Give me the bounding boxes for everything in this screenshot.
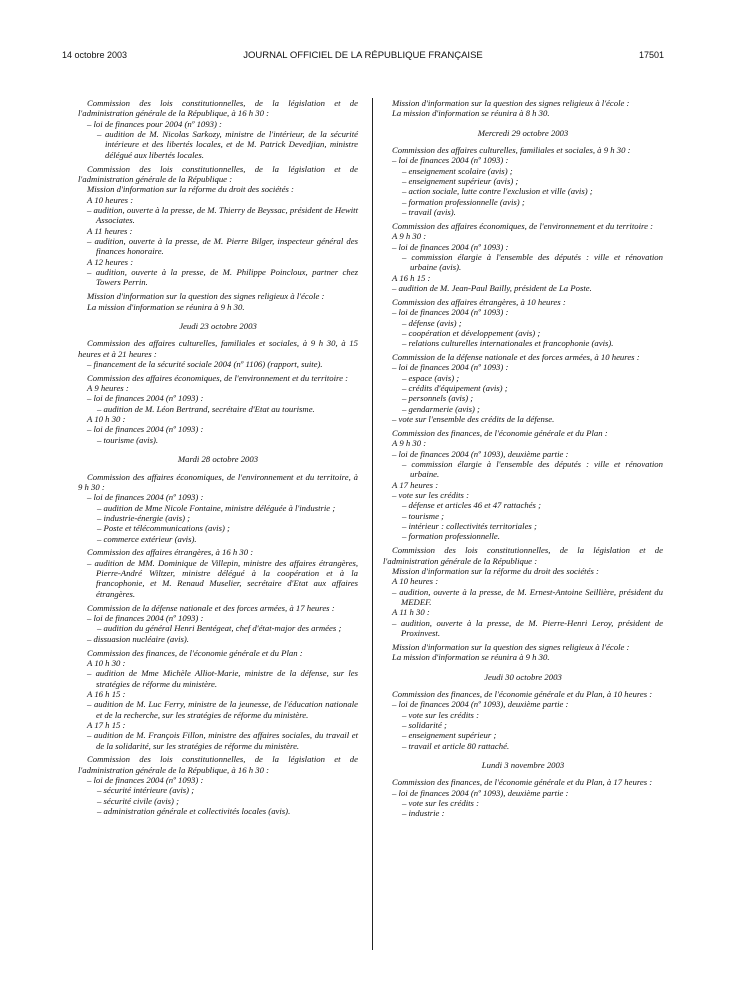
- agenda-line: – audition de Mme Nicole Fontaine, ministre déléguée à l'industrie ;: [97, 502, 336, 513]
- agenda-line: A 16 h 15 :: [392, 272, 431, 283]
- date-heading: Jeudi 23 octobre 2003: [179, 320, 257, 331]
- agenda-line: Commission des affaires étrangères, à 16 h 30 :: [87, 547, 254, 558]
- agenda-line: A 10 h 30 :: [87, 657, 126, 668]
- agenda-line: – administration générale et collectivités locales (avis).: [97, 806, 291, 817]
- agenda-line: – audition de M. Jean-Paul Bailly, président de La Poste.: [392, 283, 592, 293]
- agenda-line: Commission des lois constitutionnelles, de la législation et de l'administration générale de la République, à 16 h 30 :: [78, 98, 358, 119]
- agenda-line: Commission de la défense nationale et des forces armées, à 17 heures :: [87, 602, 335, 613]
- agenda-line: – solidarité ;: [402, 719, 447, 730]
- agenda-line: – personnels (avis) ;: [402, 393, 474, 404]
- agenda-line: – audition, ouverte à la presse, de M. Philippe Poincloux, partner chez Towers Perrin.: [87, 267, 358, 288]
- agenda-line: Commission des affaires économiques, de l'environnement et du territoire :: [392, 220, 653, 231]
- agenda-line: – coopération et développement (avis) ;: [402, 327, 541, 338]
- agenda-line: – loi de finances 2004 (nº 1093), deuxième partie :: [392, 699, 569, 710]
- agenda-line: La mission d'information se réunira à 9 h 30.: [87, 301, 245, 312]
- agenda-line: – audition de M. François Fillon, ministre des affaires sociales, du travail et de la solidarité, sur les stratégies de réforme du ministère.: [87, 730, 358, 751]
- agenda-line: – financement de la sécurité sociale 2004 (nº 1106) (rapport, suite).: [87, 358, 323, 369]
- agenda-line: – tourisme ;: [402, 510, 444, 521]
- agenda-line: Commission des affaires économiques, de l'environnement et du territoire :: [87, 372, 348, 383]
- agenda-line: – commerce extérieur (avis).: [97, 533, 197, 544]
- agenda-line: – sécurité civile (avis) ;: [97, 795, 180, 806]
- agenda-line: – audition, ouverte à la presse, de M. Pierre Bilger, inspecteur général des finances honoraire.: [87, 235, 358, 257]
- right-column: [383, 98, 663, 819]
- date-heading: Mercredi 29 octobre 2003: [477, 127, 569, 138]
- agenda-line: – audition, ouverte à la presse, de M. Thierry de Beyssac, président de Hewitt Associates.: [87, 204, 358, 226]
- date-heading: Jeudi 30 octobre 2003: [484, 671, 562, 682]
- agenda-line: – formation professionnelle.: [402, 531, 500, 542]
- agenda-line: – vote sur les crédits :: [402, 709, 479, 720]
- agenda-line: – vote sur les crédits :: [402, 797, 479, 808]
- agenda-line: – formation professionnelle (avis) ;: [402, 196, 525, 207]
- agenda-line: A 10 heures :: [392, 576, 439, 587]
- agenda-line: A 9 heures :: [87, 383, 129, 394]
- agenda-line: A 9 h 30 :: [392, 438, 427, 449]
- agenda-line: A 16 h 15 :: [87, 688, 126, 699]
- agenda-line: Mission d'information sur la question des signes religieux à l'école :: [392, 641, 630, 652]
- agenda-line: Commission des affaires culturelles, familiales et sociales, à 9 h 30, à 15 heures et à 21 heures :: [78, 338, 358, 359]
- agenda-line: Commission des finances, de l'économie générale et du Plan :: [87, 647, 303, 658]
- agenda-line: A 11 heures :: [87, 225, 133, 236]
- agenda-line: La mission d'information se réunira à 9 h 30.: [392, 652, 550, 663]
- agenda-line: Commission des affaires étrangères, à 10 heures :: [392, 296, 566, 307]
- agenda-line: – gendarmerie (avis) ;: [402, 403, 480, 414]
- agenda-line: – industrie-énergie (avis) ;: [97, 512, 191, 523]
- agenda-line: Commission des finances, de l'économie générale et du Plan, à 17 heures :: [392, 777, 653, 788]
- agenda-line: – audition du général Henri Bentégeat, chef d'état-major des armées ;: [97, 623, 342, 634]
- agenda-line: – enseignement supérieur (avis) ;: [402, 176, 519, 187]
- agenda-line: – loi de finances 2004 (nº 1093), deuxième partie :: [392, 787, 569, 798]
- agenda-line: – loi de finances 2004 (nº 1093) :: [392, 241, 509, 252]
- agenda-line: – loi de finances 2004 (nº 1093) :: [87, 775, 204, 786]
- agenda-line: – vote sur l'ensemble des crédits de la défense.: [392, 414, 555, 425]
- page-header: [62, 50, 664, 64]
- agenda-line: – travail (avis).: [402, 207, 456, 218]
- agenda-line: A 17 h 15 :: [87, 719, 126, 730]
- agenda-line: – enseignement scolaire (avis) ;: [402, 165, 513, 176]
- agenda-line: – enseignement supérieur ;: [402, 730, 497, 741]
- agenda-line: Commission des finances, de l'économie générale et du Plan :: [392, 427, 608, 438]
- agenda-line: – commission élargie à l'ensemble des députés : ville et rénovation urbaine (avis).: [402, 251, 663, 273]
- agenda-line: – audition de M. Luc Ferry, ministre de la jeunesse, de l'éducation nationale et de la recherche, sur les stratégies de réforme du ministère.: [87, 699, 358, 720]
- agenda-line: – audition de Mme Michèle Alliot-Marie, ministre de la défense, sur les stratégies de réforme du ministère.: [87, 668, 358, 689]
- header-date: 14 octobre 2003: [62, 50, 128, 60]
- journal-title: JOURNAL OFFICIEL DE LA RÉPUBLIQUE FRANÇAISE: [243, 50, 483, 61]
- agenda-line: Commission de la défense nationale et des forces armées, à 10 heures :: [392, 352, 640, 363]
- agenda-line: – défense (avis) ;: [402, 317, 462, 328]
- agenda-line: A 12 heures :: [87, 256, 134, 267]
- agenda-line: – vote sur les crédits :: [392, 490, 469, 501]
- agenda-line: – loi de finances 2004 (nº 1093) :: [87, 612, 204, 623]
- agenda-line: Commission des affaires économiques, de l'environnement et du territoire, à 9 h 30 :: [78, 471, 358, 492]
- date-heading: Mardi 28 octobre 2003: [177, 454, 259, 465]
- agenda-line: – loi de finances 2004 (nº 1093) :: [87, 393, 204, 404]
- agenda-line: – audition de M. Léon Bertrand, secrétaire d'Etat au tourisme.: [97, 403, 315, 414]
- agenda-line: – industrie :: [402, 808, 445, 819]
- agenda-line: – loi de finances 2004 (nº 1093) :: [87, 424, 204, 435]
- agenda-line: – loi de finances 2004 (nº 1093), deuxième partie :: [392, 448, 569, 459]
- agenda-line: – intérieur : collectivités territoriales ;: [402, 521, 537, 532]
- agenda-line: – sécurité intérieure (avis) ;: [97, 785, 195, 796]
- agenda-line: – dissuasion nucléaire (avis).: [87, 633, 189, 644]
- agenda-line: A 10 heures :: [87, 194, 134, 205]
- agenda-line: – crédits d'équipement (avis) ;: [402, 383, 508, 394]
- left-column: [78, 98, 358, 817]
- agenda-line: A 10 h 30 :: [87, 414, 126, 425]
- agenda-line: Commission des lois constitutionnelles, de la législation et de l'administration générale de la République :: [78, 163, 358, 184]
- agenda-line: A 17 heures :: [392, 479, 439, 490]
- agenda-line: – loi de finances 2004 (nº 1093) :: [392, 362, 509, 373]
- agenda-line: Mission d'information sur la réforme du droit des sociétés :: [87, 184, 294, 195]
- agenda-line: La mission d'information se réunira à 8 h 30.: [392, 108, 550, 119]
- agenda-line: – travail et article 80 rattaché.: [402, 740, 510, 751]
- agenda-line: Mission d'information sur la question des signes religieux à l'école :: [87, 291, 325, 302]
- agenda-line: Mission d'information sur la réforme du droit des sociétés :: [392, 565, 599, 576]
- agenda-line: – loi de finances 2004 (nº 1093) :: [392, 155, 509, 166]
- agenda-line: – loi de finances 2004 (nº 1093) :: [87, 492, 204, 503]
- agenda-line: Mission d'information sur la question des signes religieux à l'école :: [392, 98, 630, 108]
- agenda-line: – commission élargie à l'ensemble des députés : ville et rénovation urbaine.: [402, 459, 663, 480]
- agenda-line: – audition de M. Nicolas Sarkozy, ministre de l'intérieur, de la sécurité intérieure et des libertés locales, et de M. Patrick Devedjian, ministre délégué aux libertés locales.: [97, 129, 358, 160]
- agenda-line: – audition, ouverte à la presse, de M. Pierre-Henri Leroy, président de Proxinvest.: [392, 617, 663, 638]
- agenda-line: – Poste et télécommunications (avis) ;: [97, 523, 230, 534]
- agenda-line: – audition de MM. Dominique de Villepin, ministre des affaires étrangères, Pierre-André Wiltzer, ministre délégué à la coopération et à la francophonie, et M. Renaud Muselier, secrétaire d'Etat aux affaires étrangères.: [87, 557, 358, 599]
- agenda-line: – tourisme (avis).: [97, 434, 159, 445]
- agenda-line: A 9 h 30 :: [392, 231, 427, 242]
- agenda-line: – loi de finances 2004 (nº 1093) :: [392, 307, 509, 318]
- page-number: 17501: [638, 50, 664, 60]
- agenda-line: – loi de finances pour 2004 (nº 1093) :: [87, 118, 222, 129]
- agenda-line: – audition, ouverte à la presse, de M. Ernest-Antoine Seillière, président du MEDEF.: [392, 586, 663, 607]
- date-heading: Lundi 3 novembre 2003: [481, 759, 565, 770]
- agenda-line: – action sociale, lutte contre l'exclusion et ville (avis) ;: [402, 186, 593, 197]
- agenda-line: Commission des lois constitutionnelles, de la législation et de l'administration générale de la République, à 16 h 30 :: [78, 754, 358, 775]
- agenda-line: Commission des affaires culturelles, familiales et sociales, à 9 h 30 :: [392, 145, 631, 156]
- agenda-line: Commission des lois constitutionnelles, de la législation et de l'administration générale de la République :: [383, 545, 663, 566]
- agenda-line: – défense et articles 46 et 47 rattachés ;: [402, 500, 541, 511]
- agenda-line: – relations culturelles internationales et francophonie (avis).: [402, 338, 614, 349]
- column-divider: [372, 98, 373, 950]
- agenda-line: – espace (avis) ;: [402, 372, 460, 383]
- agenda-line: Commission des finances, de l'économie générale et du Plan, à 10 heures :: [392, 688, 653, 699]
- agenda-line: A 11 h 30 :: [392, 607, 430, 618]
